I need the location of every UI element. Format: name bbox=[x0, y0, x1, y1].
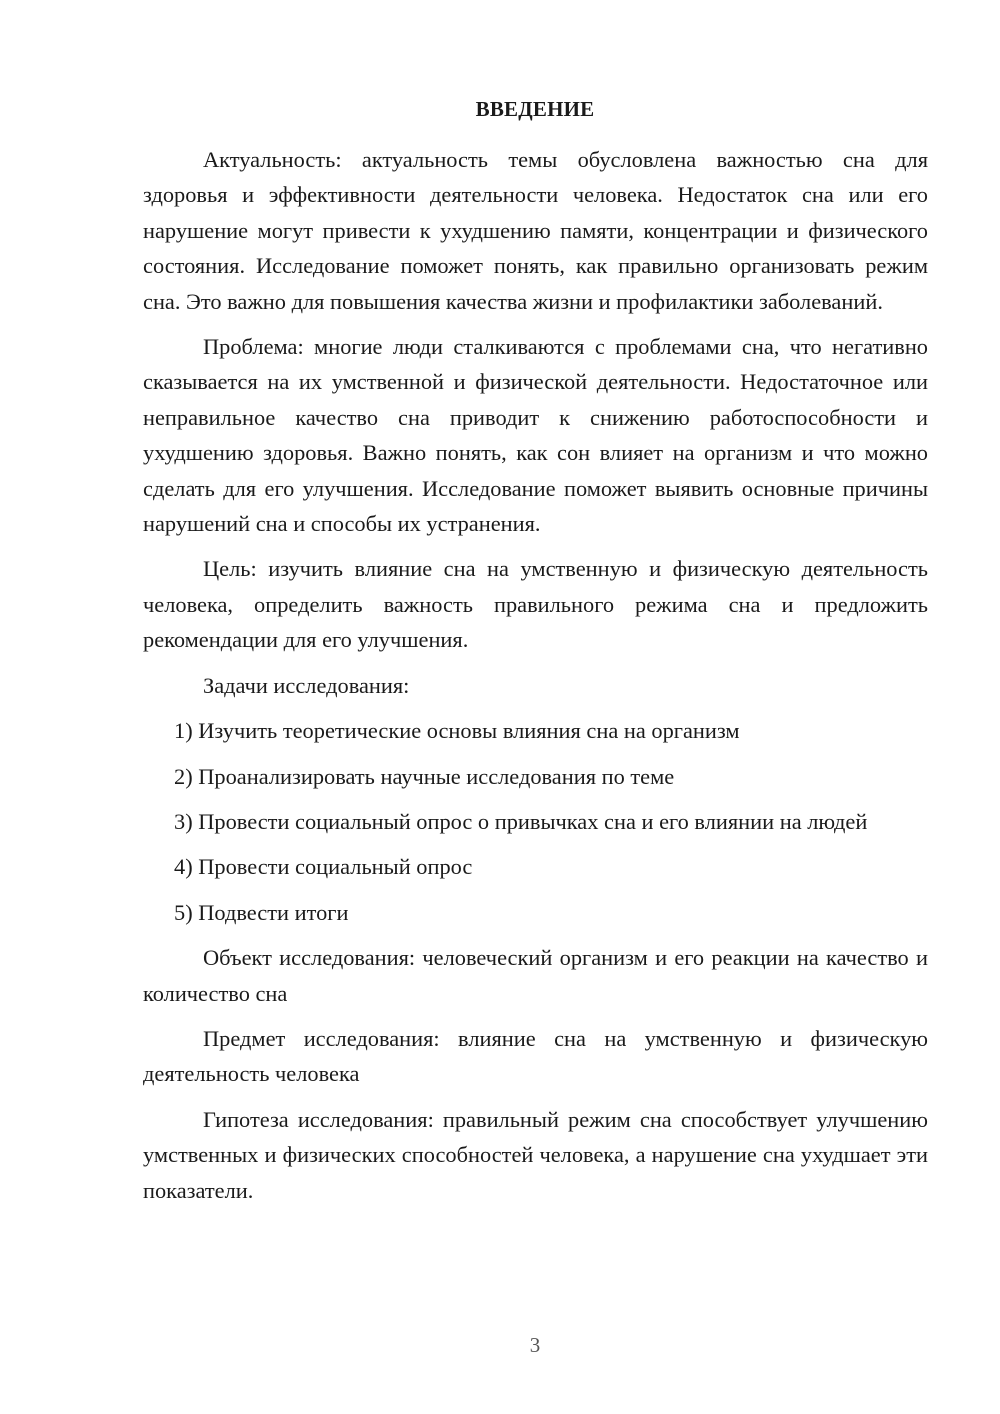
page-title: ВВЕДЕНИЕ bbox=[475, 97, 595, 121]
paragraph-problem: Проблема: многие люди сталкиваются с проблемами сна, что негативно сказывается на их умственной и физической деятельности. Недостаточное или неправильное качество сна приводит к снижению работоспособности и ухудшению здоровья. Важно понять, как сон влияет на организм и что можно сделать для его улучшения. Исследование поможет выявить основные причины нарушений сна и способы их устранения. bbox=[143, 334, 928, 537]
page-number: 3 bbox=[529, 1333, 541, 1357]
task-item: 2) Проанализировать научные исследования по теме bbox=[174, 763, 675, 789]
paragraph-relevance: Актуальность: актуальность темы обусловлена важностью сна для здоровья и эффективности деятельности человека. Недостаток сна или его нарушение могут привести к ухудшению памяти, концентрации и физического состояния. Исследование поможет понять, как правильно организовать режим сна. Это важно для повышения качества жизни и профилактики заболеваний. bbox=[143, 147, 928, 314]
paragraph-goal: Цель: изучить влияние сна на умственную и физическую деятельность человека, определить важность правильного режима сна и предложить рекомендации для его улучшения. bbox=[143, 556, 928, 653]
document-body bbox=[143, 142, 928, 1208]
task-item: 4) Провести социальный опрос bbox=[174, 854, 473, 880]
task-item: 3) Провести социальный опрос о привычках сна и его влиянии на людей bbox=[174, 808, 868, 834]
task-item: 1) Изучить теоретические основы влияния сна на организм bbox=[174, 718, 740, 744]
tasks-title: Задачи исследования: bbox=[203, 672, 410, 698]
task-item: 5) Подвести итоги bbox=[174, 899, 349, 925]
paragraph-object: Объект исследования: человеческий организм и его реакции на качество и количество сна bbox=[143, 945, 928, 1006]
paragraph-hypothesis: Гипотеза исследования: правильный режим сна способствует улучшению умственных и физических способностей человека, а нарушение сна ухудшает эти показатели. bbox=[143, 1106, 928, 1203]
paragraph-subject: Предмет исследования: влияние сна на умственную и физическую деятельность человека bbox=[143, 1025, 928, 1087]
